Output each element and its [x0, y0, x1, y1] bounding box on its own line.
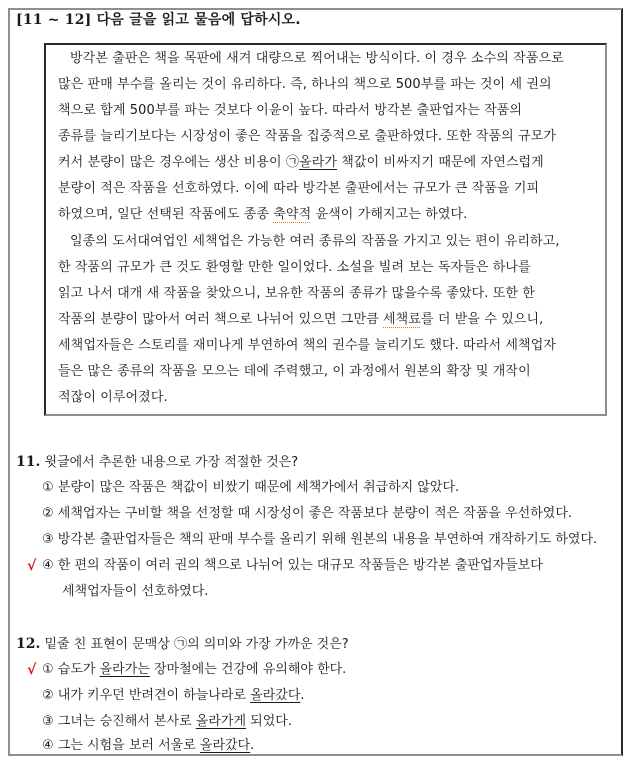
question-12-option-1[interactable]: [42, 661, 346, 679]
passage-line: [58, 154, 544, 172]
passage-text: 를 더 받을 수 있으니,: [420, 312, 544, 327]
question-text: 의 의미와 가장 가까운 것은?: [187, 637, 349, 652]
passage-line: 한 작품의 규모가 큰 것도 환영할 만한 일이었다. 소설을 빌려 보는 독자들은 하나를: [58, 260, 531, 275]
option-label: ①: [42, 480, 54, 495]
option-label: ②: [42, 688, 54, 703]
option-text: 내가 키우던 반려견이 하늘나라로: [57, 688, 251, 703]
marker-giyeok: ㉠: [174, 637, 188, 652]
passage-text: 윤색이 가해지고는 하였다.: [311, 207, 468, 222]
passage-text: 하였으며, 일단 선택된 작품에도 종종: [58, 207, 274, 222]
passage-line: 일종의 도서대여업인 세책업은 가능한 여러 종류의 작품을 가지고 있는 편이 유리하고,: [70, 234, 560, 249]
option-text: 한 편의 작품이 여러 권의 책으로 나뉘어 있는 대규모 작품들은 방각본 출판업자들보다: [57, 558, 543, 573]
question-12-option-2[interactable]: [42, 687, 305, 705]
underlined-expression: 올라갔다: [250, 688, 301, 703]
option-text: 그녀는 승진해서 본사로: [57, 714, 196, 729]
question-12-option-4[interactable]: [42, 737, 254, 755]
question-set-header: [16, 10, 301, 30]
option-text: 방각본 출판업자들은 책의 판매 부수를 올리기 위해 원본의 내용을 부연하여 개작하기도 하였다.: [57, 532, 598, 547]
passage-line: 적잖이 이루어졌다.: [58, 390, 168, 405]
passage-text: 커서 분량이 많은 경우에는 생산 비용이: [58, 155, 286, 170]
option-label: ④: [42, 558, 54, 573]
passage-line: 읽고 나서 대개 새 작품을 찾았으니, 보유한 작품의 종류가 많을수록 좋았다. 또한 한: [58, 286, 535, 301]
spellcheck-word: 세책료: [383, 312, 421, 327]
option-label: ④: [42, 738, 54, 753]
question-11-option-4-continuation: 세책업자들이 선호하였다.: [62, 584, 209, 599]
passage-line: 책으로 합계 500부를 파는 것보다 이윤이 높다. 따라서 방각본 출판업자는 작품의: [58, 103, 523, 118]
passage-line: 종류를 늘리기보다는 시장성이 좋은 작품을 집중적으로 출판하였다. 또한 작품의 규모가: [58, 129, 557, 144]
question-12-prompt: [16, 635, 349, 654]
passage-line: 방각본 출판은 책을 목판에 새겨 대량으로 찍어내는 방식이다. 이 경우 소수의 작품으로: [70, 51, 564, 66]
passage-line: 들은 많은 종류의 작품을 모으는 데에 주력했고, 이 과정에서 원본의 확장 및 개작이: [58, 364, 531, 379]
option-label: ③: [42, 532, 54, 547]
passage-text: 작품의 분량이 많아서 여러 책으로 나뉘어 있으면 그만큼: [58, 312, 383, 327]
question-number: 11.: [16, 454, 41, 470]
marker-giyeok: ㉠: [285, 155, 300, 170]
question-text: 윗글에서 추론한 내용으로 가장 적절한 것은?: [44, 455, 299, 470]
question-11-option-3[interactable]: [42, 531, 597, 549]
question-text: 밑줄 친 표현이 문맥상: [44, 637, 175, 652]
passage-box: [44, 43, 607, 416]
question-11-option-2[interactable]: [42, 505, 572, 523]
passage-line: [58, 206, 467, 224]
option-text: .: [300, 688, 305, 703]
question-11-prompt: [16, 453, 298, 472]
question-11-option-4[interactable]: [42, 557, 543, 575]
option-label: ②: [42, 506, 54, 521]
passage-line: 세책업자들은 스토리를 재미나게 부연하여 책의 권수를 늘리기도 했다. 따라서 세책업자: [58, 338, 557, 353]
option-label: ①: [42, 662, 54, 677]
option-text: 그는 시험을 보러 서울로: [57, 738, 200, 753]
passage-line: 분량이 적은 작품을 선호하였다. 이에 따라 방각본 출판에서는 규모가 큰 작품을 기피: [58, 181, 540, 196]
answer-check-icon: √: [27, 662, 37, 678]
question-number: 12.: [16, 636, 41, 652]
passage-text: 책값이 비싸지기 때문에 자연스럽게: [337, 155, 544, 170]
passage-line: [58, 311, 543, 329]
option-text: 장마철에는 건강에 유의해야 한다.: [149, 662, 347, 677]
instruction-text: 다음 글을 읽고 물음에 답하시오.: [96, 12, 301, 28]
underlined-expression: 올라가는: [99, 662, 150, 677]
option-label: ③: [42, 714, 54, 729]
underlined-target-expression: 올라가: [299, 155, 338, 170]
question-12-option-3[interactable]: [42, 713, 292, 731]
spellcheck-word: 축약적: [273, 207, 312, 222]
option-text: 분량이 많은 작품은 책값이 비쌌기 때문에 세책가에서 취급하지 않았다.: [57, 480, 460, 495]
option-text: 되었다.: [246, 714, 292, 729]
answer-check-icon: √: [27, 558, 37, 574]
passage-line: 많은 판매 부수를 올리는 것이 유리하다. 즉, 하나의 책으로 500부를 파는 것이 세 권의: [58, 77, 552, 92]
option-text: 습도가: [57, 662, 100, 677]
question-11-option-1[interactable]: [42, 479, 459, 497]
option-text: .: [250, 738, 255, 753]
underlined-expression: 올라가게: [195, 714, 247, 729]
question-range: [11 ~ 12]: [16, 12, 92, 28]
underlined-expression: 올라갔다: [199, 738, 251, 753]
option-text: 세책업자는 구비할 책을 선정할 때 시장성이 좋은 작품보다 분량이 적은 작품을 우선하였다.: [57, 506, 573, 521]
